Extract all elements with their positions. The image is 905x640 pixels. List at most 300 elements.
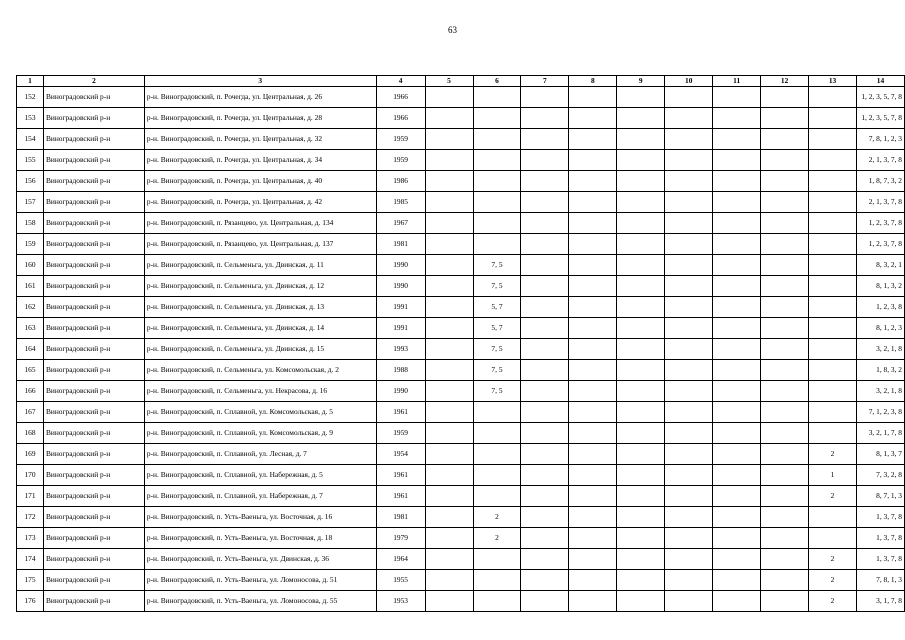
district-cell: Виноградовский р-н	[43, 255, 144, 276]
col8-cell	[569, 213, 617, 234]
col13-cell	[809, 339, 857, 360]
col7-cell	[521, 255, 569, 276]
col8-cell	[569, 444, 617, 465]
col7-cell	[521, 423, 569, 444]
district-cell: Виноградовский р-н	[43, 87, 144, 108]
col10-cell	[665, 528, 713, 549]
row-number-cell: 164	[17, 339, 44, 360]
col13-cell	[809, 318, 857, 339]
col6-cell	[473, 171, 521, 192]
col12-cell	[761, 297, 809, 318]
col5-cell	[425, 213, 473, 234]
col8-cell	[569, 108, 617, 129]
table-row	[17, 297, 905, 318]
col12-cell	[761, 192, 809, 213]
column-header: 1	[17, 76, 44, 87]
col5-cell	[425, 591, 473, 612]
col6-cell	[473, 234, 521, 255]
col9-cell	[617, 234, 665, 255]
col13-cell: 2	[809, 486, 857, 507]
col6-cell	[473, 108, 521, 129]
col12-cell	[761, 276, 809, 297]
col5-cell	[425, 318, 473, 339]
col13-cell	[809, 528, 857, 549]
col9-cell	[617, 213, 665, 234]
col7-cell	[521, 108, 569, 129]
year-cell: 1985	[376, 192, 425, 213]
col14-cell: 1, 2, 3, 7, 8	[857, 213, 905, 234]
district-cell: Виноградовский р-н	[43, 171, 144, 192]
column-header: 7	[521, 76, 569, 87]
address-cell: р-н. Виноградовский, п. Сельменьга, ул. Двинская, д. 13	[144, 297, 376, 318]
col13-cell	[809, 150, 857, 171]
col12-cell	[761, 171, 809, 192]
col14-cell: 8, 1, 3, 7	[857, 444, 905, 465]
column-header: 2	[43, 76, 144, 87]
district-cell: Виноградовский р-н	[43, 192, 144, 213]
col8-cell	[569, 192, 617, 213]
col11-cell	[713, 423, 761, 444]
col10-cell	[665, 381, 713, 402]
col14-cell: 8, 7, 1, 3	[857, 486, 905, 507]
col12-cell	[761, 507, 809, 528]
col8-cell	[569, 486, 617, 507]
col8-cell	[569, 129, 617, 150]
col14-cell: 7, 8, 1, 3	[857, 570, 905, 591]
address-cell: р-н. Виноградовский, п. Сплавной, ул. Набережная, д. 5	[144, 465, 376, 486]
col10-cell	[665, 150, 713, 171]
page-number: 63	[448, 25, 457, 35]
col6-cell: 2	[473, 507, 521, 528]
col14-cell: 1, 2, 3, 8	[857, 297, 905, 318]
col9-cell	[617, 129, 665, 150]
col5-cell	[425, 234, 473, 255]
row-number-cell: 175	[17, 570, 44, 591]
table-row	[17, 276, 905, 297]
col12-cell	[761, 591, 809, 612]
col9-cell	[617, 507, 665, 528]
col9-cell	[617, 570, 665, 591]
col11-cell	[713, 192, 761, 213]
year-cell: 1990	[376, 255, 425, 276]
col12-cell	[761, 339, 809, 360]
col11-cell	[713, 444, 761, 465]
row-number-cell: 172	[17, 507, 44, 528]
col9-cell	[617, 87, 665, 108]
year-cell: 1955	[376, 570, 425, 591]
col10-cell	[665, 360, 713, 381]
col13-cell: 2	[809, 444, 857, 465]
address-cell: р-н. Виноградовский, п. Сплавной, ул. Комсомольская, д. 5	[144, 402, 376, 423]
col8-cell	[569, 528, 617, 549]
col9-cell	[617, 486, 665, 507]
column-header: 11	[713, 76, 761, 87]
col12-cell	[761, 150, 809, 171]
district-cell: Виноградовский р-н	[43, 108, 144, 129]
col13-cell	[809, 507, 857, 528]
col7-cell	[521, 507, 569, 528]
col7-cell	[521, 486, 569, 507]
col5-cell	[425, 570, 473, 591]
col6-cell	[473, 192, 521, 213]
col6-cell	[473, 486, 521, 507]
district-cell: Виноградовский р-н	[43, 276, 144, 297]
col8-cell	[569, 591, 617, 612]
col10-cell	[665, 192, 713, 213]
col10-cell	[665, 339, 713, 360]
table-row	[17, 108, 905, 129]
column-header: 3	[144, 76, 376, 87]
table-row	[17, 171, 905, 192]
col6-cell	[473, 444, 521, 465]
col10-cell	[665, 570, 713, 591]
col12-cell	[761, 87, 809, 108]
address-cell: р-н. Виноградовский, п. Рочегда, ул. Центральная, д. 26	[144, 87, 376, 108]
year-cell: 1981	[376, 234, 425, 255]
col10-cell	[665, 507, 713, 528]
year-cell: 1961	[376, 465, 425, 486]
col5-cell	[425, 108, 473, 129]
district-cell: Виноградовский р-н	[43, 297, 144, 318]
col13-cell	[809, 276, 857, 297]
table-row	[17, 423, 905, 444]
col11-cell	[713, 507, 761, 528]
col10-cell	[665, 234, 713, 255]
table-row	[17, 465, 905, 486]
col14-cell: 2, 1, 3, 7, 8	[857, 192, 905, 213]
table-row	[17, 486, 905, 507]
col13-cell	[809, 87, 857, 108]
col14-cell: 7, 8, 1, 2, 3	[857, 129, 905, 150]
col7-cell	[521, 213, 569, 234]
address-cell: р-н. Виноградовский, п. Сельменьга, ул. Двинская, д. 11	[144, 255, 376, 276]
year-cell: 1988	[376, 360, 425, 381]
row-number-cell: 159	[17, 234, 44, 255]
col7-cell	[521, 402, 569, 423]
col8-cell	[569, 150, 617, 171]
address-cell: р-н. Виноградовский, п. Усть-Ваеньга, ул. Восточная, д. 18	[144, 528, 376, 549]
col12-cell	[761, 528, 809, 549]
col11-cell	[713, 549, 761, 570]
col7-cell	[521, 465, 569, 486]
table-row	[17, 528, 905, 549]
address-cell: р-н. Виноградовский, п. Рочегда, ул. Центральная, д. 40	[144, 171, 376, 192]
table-row	[17, 255, 905, 276]
col10-cell	[665, 297, 713, 318]
address-cell: р-н. Виноградовский, п. Сельменьга, ул. Двинская, д. 15	[144, 339, 376, 360]
row-number-cell: 160	[17, 255, 44, 276]
col7-cell	[521, 570, 569, 591]
col6-cell: 7, 5	[473, 255, 521, 276]
col13-cell	[809, 108, 857, 129]
row-number-cell: 162	[17, 297, 44, 318]
col9-cell	[617, 297, 665, 318]
col6-cell	[473, 549, 521, 570]
col9-cell	[617, 528, 665, 549]
col8-cell	[569, 339, 617, 360]
col9-cell	[617, 255, 665, 276]
table-row	[17, 234, 905, 255]
district-cell: Виноградовский р-н	[43, 381, 144, 402]
col7-cell	[521, 87, 569, 108]
col14-cell: 2, 1, 3, 7, 8	[857, 150, 905, 171]
col9-cell	[617, 549, 665, 570]
col7-cell	[521, 276, 569, 297]
row-number-cell: 176	[17, 591, 44, 612]
col7-cell	[521, 129, 569, 150]
col7-cell	[521, 318, 569, 339]
district-cell: Виноградовский р-н	[43, 234, 144, 255]
address-cell: р-н. Виноградовский, п. Усть-Ваеньга, ул. Ломоносова, д. 51	[144, 570, 376, 591]
row-number-cell: 157	[17, 192, 44, 213]
col13-cell	[809, 360, 857, 381]
address-cell: р-н. Виноградовский, п. Сплавной, ул. Лесная, д. 7	[144, 444, 376, 465]
address-cell: р-н. Виноградовский, п. Рочегда, ул. Центральная, д. 32	[144, 129, 376, 150]
col13-cell	[809, 423, 857, 444]
row-number-cell: 169	[17, 444, 44, 465]
col11-cell	[713, 465, 761, 486]
table-row	[17, 318, 905, 339]
col5-cell	[425, 297, 473, 318]
col14-cell: 1, 3, 7, 8	[857, 549, 905, 570]
col7-cell	[521, 528, 569, 549]
year-cell: 1993	[376, 339, 425, 360]
col6-cell: 5, 7	[473, 297, 521, 318]
col12-cell	[761, 486, 809, 507]
col9-cell	[617, 150, 665, 171]
col13-cell: 2	[809, 570, 857, 591]
year-cell: 1990	[376, 381, 425, 402]
col8-cell	[569, 381, 617, 402]
header-row	[17, 76, 905, 87]
col6-cell	[473, 87, 521, 108]
address-cell: р-н. Виноградовский, п. Сельменьга, ул. Двинская, д. 12	[144, 276, 376, 297]
col9-cell	[617, 381, 665, 402]
address-cell: р-н. Виноградовский, п. Рочегда, ул. Центральная, д. 42	[144, 192, 376, 213]
col14-cell: 8, 3, 2, 1	[857, 255, 905, 276]
row-number-cell: 161	[17, 276, 44, 297]
col9-cell	[617, 276, 665, 297]
table-row	[17, 87, 905, 108]
col12-cell	[761, 423, 809, 444]
col11-cell	[713, 297, 761, 318]
row-number-cell: 166	[17, 381, 44, 402]
row-number-cell: 174	[17, 549, 44, 570]
col6-cell	[473, 570, 521, 591]
year-cell: 1991	[376, 297, 425, 318]
col11-cell	[713, 255, 761, 276]
col11-cell	[713, 528, 761, 549]
col10-cell	[665, 108, 713, 129]
col6-cell	[473, 423, 521, 444]
table-row	[17, 549, 905, 570]
table-row	[17, 570, 905, 591]
col10-cell	[665, 549, 713, 570]
col5-cell	[425, 192, 473, 213]
col6-cell	[473, 465, 521, 486]
col14-cell: 1, 2, 3, 5, 7, 8	[857, 108, 905, 129]
column-header: 6	[473, 76, 521, 87]
col13-cell: 2	[809, 591, 857, 612]
col13-cell: 2	[809, 549, 857, 570]
col9-cell	[617, 360, 665, 381]
col12-cell	[761, 318, 809, 339]
row-number-cell: 155	[17, 150, 44, 171]
col10-cell	[665, 255, 713, 276]
col5-cell	[425, 276, 473, 297]
col6-cell	[473, 402, 521, 423]
col7-cell	[521, 591, 569, 612]
col7-cell	[521, 234, 569, 255]
col7-cell	[521, 171, 569, 192]
district-cell: Виноградовский р-н	[43, 213, 144, 234]
col8-cell	[569, 87, 617, 108]
table-row	[17, 402, 905, 423]
col14-cell: 1, 3, 7, 8	[857, 507, 905, 528]
col6-cell: 7, 5	[473, 276, 521, 297]
col7-cell	[521, 150, 569, 171]
district-cell: Виноградовский р-н	[43, 129, 144, 150]
col11-cell	[713, 87, 761, 108]
col6-cell	[473, 150, 521, 171]
year-cell: 1991	[376, 318, 425, 339]
col12-cell	[761, 234, 809, 255]
row-number-cell: 171	[17, 486, 44, 507]
year-cell: 1959	[376, 423, 425, 444]
col5-cell	[425, 129, 473, 150]
col7-cell	[521, 381, 569, 402]
col8-cell	[569, 297, 617, 318]
col13-cell	[809, 297, 857, 318]
district-cell: Виноградовский р-н	[43, 570, 144, 591]
col11-cell	[713, 381, 761, 402]
district-cell: Виноградовский р-н	[43, 549, 144, 570]
col12-cell	[761, 129, 809, 150]
table-row	[17, 444, 905, 465]
col14-cell: 1, 8, 7, 3, 2	[857, 171, 905, 192]
address-cell: р-н. Виноградовский, п. Сельменьга, ул. Комсомольская, д. 2	[144, 360, 376, 381]
col8-cell	[569, 402, 617, 423]
col11-cell	[713, 360, 761, 381]
col13-cell	[809, 402, 857, 423]
col5-cell	[425, 255, 473, 276]
col14-cell: 1, 2, 3, 5, 7, 8	[857, 87, 905, 108]
year-cell: 1964	[376, 549, 425, 570]
col5-cell	[425, 381, 473, 402]
row-number-cell: 163	[17, 318, 44, 339]
district-cell: Виноградовский р-н	[43, 444, 144, 465]
year-cell: 1967	[376, 213, 425, 234]
col6-cell: 2	[473, 528, 521, 549]
column-header: 12	[761, 76, 809, 87]
address-cell: р-н. Виноградовский, п. Сплавной, ул. Комсомольская, д. 9	[144, 423, 376, 444]
col9-cell	[617, 192, 665, 213]
year-cell: 1981	[376, 507, 425, 528]
col12-cell	[761, 570, 809, 591]
district-cell: Виноградовский р-н	[43, 465, 144, 486]
col14-cell: 3, 2, 1, 8	[857, 381, 905, 402]
col10-cell	[665, 444, 713, 465]
col14-cell: 8, 1, 2, 3	[857, 318, 905, 339]
district-cell: Виноградовский р-н	[43, 423, 144, 444]
col12-cell	[761, 108, 809, 129]
col11-cell	[713, 591, 761, 612]
col10-cell	[665, 486, 713, 507]
col6-cell	[473, 591, 521, 612]
col13-cell	[809, 255, 857, 276]
col14-cell: 1, 8, 3, 2	[857, 360, 905, 381]
address-cell: р-н. Виноградовский, п. Усть-Ваеньга, ул. Восточная, д. 16	[144, 507, 376, 528]
year-cell: 1961	[376, 402, 425, 423]
column-header: 8	[569, 76, 617, 87]
col7-cell	[521, 192, 569, 213]
col13-cell	[809, 213, 857, 234]
col11-cell	[713, 486, 761, 507]
table-row	[17, 192, 905, 213]
col12-cell	[761, 465, 809, 486]
column-header: 10	[665, 76, 713, 87]
year-cell: 1954	[376, 444, 425, 465]
col9-cell	[617, 444, 665, 465]
col13-cell	[809, 192, 857, 213]
col6-cell	[473, 129, 521, 150]
table-row	[17, 129, 905, 150]
table-row	[17, 591, 905, 612]
district-cell: Виноградовский р-н	[43, 150, 144, 171]
column-header: 14	[857, 76, 905, 87]
col11-cell	[713, 234, 761, 255]
col14-cell: 1, 3, 7, 8	[857, 528, 905, 549]
district-cell: Виноградовский р-н	[43, 339, 144, 360]
table-row	[17, 360, 905, 381]
col12-cell	[761, 360, 809, 381]
col6-cell: 7, 5	[473, 381, 521, 402]
col11-cell	[713, 129, 761, 150]
col5-cell	[425, 339, 473, 360]
district-cell: Виноградовский р-н	[43, 507, 144, 528]
address-cell: р-н. Виноградовский, п. Сельменьга, ул. Двинская, д. 14	[144, 318, 376, 339]
address-cell: р-н. Виноградовский, п. Рязанцево, ул. Центральная, д. 137	[144, 234, 376, 255]
col14-cell: 7, 1, 2, 3, 8	[857, 402, 905, 423]
col10-cell	[665, 591, 713, 612]
row-number-cell: 173	[17, 528, 44, 549]
col6-cell: 7, 5	[473, 339, 521, 360]
row-number-cell: 170	[17, 465, 44, 486]
row-number-cell: 156	[17, 171, 44, 192]
col9-cell	[617, 339, 665, 360]
col11-cell	[713, 570, 761, 591]
column-header: 4	[376, 76, 425, 87]
col6-cell	[473, 213, 521, 234]
col11-cell	[713, 150, 761, 171]
col5-cell	[425, 486, 473, 507]
col10-cell	[665, 318, 713, 339]
district-cell: Виноградовский р-н	[43, 402, 144, 423]
col13-cell: 1	[809, 465, 857, 486]
col14-cell: 7, 3, 2, 8	[857, 465, 905, 486]
data-table	[16, 75, 905, 612]
table-body	[17, 87, 905, 612]
col11-cell	[713, 339, 761, 360]
col5-cell	[425, 171, 473, 192]
col8-cell	[569, 276, 617, 297]
row-number-cell: 168	[17, 423, 44, 444]
year-cell: 1961	[376, 486, 425, 507]
col5-cell	[425, 528, 473, 549]
year-cell: 1979	[376, 528, 425, 549]
district-cell: Виноградовский р-н	[43, 528, 144, 549]
row-number-cell: 152	[17, 87, 44, 108]
